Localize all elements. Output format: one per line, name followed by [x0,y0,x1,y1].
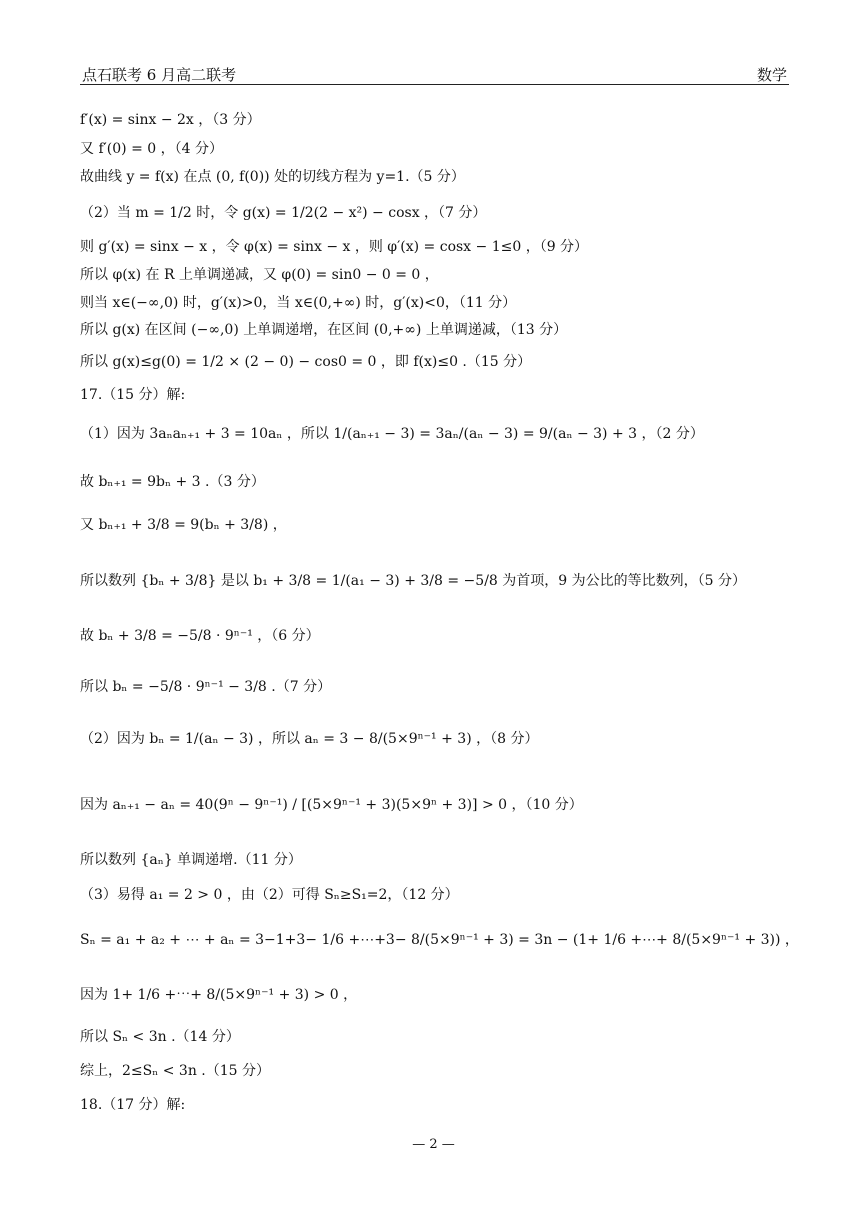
text-line: 则当 x∈(−∞,0) 时，g′(x)>0，当 x∈(0,+∞) 时，g′(x)<0，（11 分） [80,295,517,311]
page-header-left: 点石联考 6 月高二联考 [82,66,237,84]
text-line: （2）因为 bₙ = 1/(aₙ − 3) ，所以 aₙ = 3 − 8/(5×9ⁿ⁻¹ + 3) ，（8 分） [80,731,539,747]
header-rule [80,84,789,85]
text-line: 故 bₙ + 3/8 = −5/8 · 9ⁿ⁻¹ ，（6 分） [80,628,320,644]
text-line: 所以数列 {aₙ} 单调递增.（11 分） [80,852,302,868]
text-line: 故 bₙ₊₁ = 9bₙ + 3 .（3 分） [80,474,265,490]
text-line: 又 f′(0) = 0 ，（4 分） [80,141,223,157]
text-line: Sₙ = a₁ + a₂ + ⋯ + aₙ = 3−1+3− 1/6 +⋯+3− 8/(5×9ⁿ⁻¹ + 3) = 3n − (1+ 1/6 +⋯+ 8/(5×9ⁿ⁻¹ + 3)) ， [80,932,799,948]
text-line: （2）当 m = 1/2 时，令 g(x) = 1/2(2 − x²) − cosx ，（7 分） [80,205,487,221]
text-line: （1）因为 3aₙaₙ₊₁ + 3 = 10aₙ ，所以 1/(aₙ₊₁ − 3) = 3aₙ/(aₙ − 3) = 9/(aₙ − 3) + 3 ，（2 分） [80,426,704,442]
text-line: 所以 bₙ = −5/8 · 9ⁿ⁻¹ − 3/8 .（7 分） [80,679,332,695]
text-line: 因为 aₙ₊₁ − aₙ = 40(9ⁿ − 9ⁿ⁻¹) / [(5×9ⁿ⁻¹ + 3)(5×9ⁿ + 3)] > 0 ，（10 分） [80,797,583,813]
text-line: 又 bₙ₊₁ + 3/8 = 9(bₙ + 3/8) ， [80,517,287,533]
text-line: 所以数列 {bₙ + 3/8} 是以 b₁ + 3/8 = 1/(a₁ − 3) + 3/8 = −5/8 为首项，9 为公比的等比数列，（5 分） [80,573,746,589]
text-line: 因为 1+ 1/6 +⋯+ 8/(5×9ⁿ⁻¹ + 3) > 0 ， [80,987,358,1003]
text-line: 故曲线 y = f(x) 在点 (0, f(0)) 处的切线方程为 y=1.（5 分） [80,169,465,185]
text-line: f′(x) = sinx − 2x ，（3 分） [80,112,261,128]
text-line: 综上，2≤Sₙ < 3n .（15 分） [80,1063,271,1079]
page-header-right: 数学 [756,66,787,84]
text-line: 所以 Sₙ < 3n .（14 分） [80,1029,240,1045]
text-line: 所以 φ(x) 在 R 上单调递减，又 φ(0) = sin0 − 0 = 0 ， [80,267,439,283]
text-line: 17.（15 分）解: [80,387,186,403]
text-line: 则 g′(x) = sinx − x ，令 φ(x) = sinx − x ，则 φ′(x) = cosx − 1≤0 ，（9 分） [80,239,589,255]
text-line: 所以 g(x)≤g(0) = 1/2 × (2 − 0) − cos0 = 0 ，即 f(x)≤0 .（15 分） [80,354,532,370]
text-line: 18.（17 分）解: [80,1097,186,1113]
text-line: 所以 g(x) 在区间 (−∞,0) 上单调递增，在区间 (0,+∞) 上单调递减，（13 分） [80,322,568,338]
text-line: （3）易得 a₁ = 2 > 0 ，由（2）可得 Sₙ≥S₁=2，（12 分） [80,887,459,903]
page-number: — 2 — [412,1137,455,1152]
